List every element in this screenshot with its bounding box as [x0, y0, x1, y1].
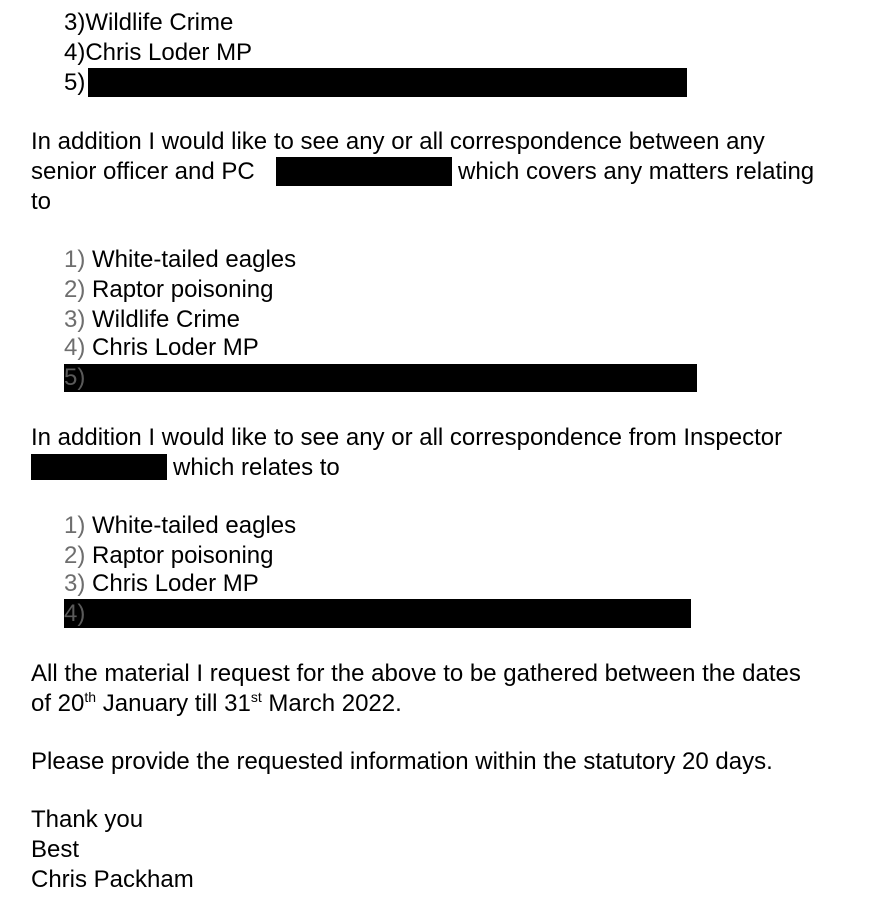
top-list-item-3: [64, 8, 233, 38]
list2-item-4: [64, 333, 259, 363]
list2-item-3: [64, 305, 240, 335]
para3-line2: [31, 689, 402, 719]
list-number: 3): [64, 9, 86, 36]
list-text: White-tailed eagles: [92, 512, 297, 539]
ordinal-suffix: st: [250, 689, 262, 705]
list-number: 2): [64, 542, 86, 569]
list-number: 1): [64, 512, 86, 539]
list-text: Chris Loder MP: [92, 570, 259, 597]
list-text: Raptor poisoning: [92, 276, 274, 303]
para2-line2-end: which relates to: [173, 454, 340, 481]
para4: Please provide the requested information within the statutory 20 days.: [31, 748, 773, 775]
list3-item-1: [64, 511, 296, 541]
list3-item-4-number: 4): [64, 600, 86, 627]
closing-best: Best: [31, 836, 80, 863]
top-list-item-5: [64, 68, 85, 98]
para1-line3: to: [31, 188, 52, 215]
para3-text-c: March 2022.: [261, 690, 402, 717]
list-number: 4): [64, 39, 86, 66]
list-text: Wildlife Crime: [85, 9, 234, 36]
list-number: 5): [64, 69, 86, 96]
list-number: 3): [64, 306, 86, 333]
list3-item-2: [64, 541, 273, 571]
redaction-bar: [64, 599, 691, 628]
list-text: Raptor poisoning: [92, 542, 274, 569]
redaction-bar: [31, 454, 167, 480]
list-number: 2): [64, 276, 86, 303]
list2-item-2: [64, 275, 273, 305]
list-text: White-tailed eagles: [92, 246, 297, 273]
list-text: Wildlife Crime: [92, 306, 241, 333]
para3-text-b: January till 31: [96, 690, 251, 717]
list-text: Chris Loder MP: [85, 39, 253, 66]
list-number: 3): [64, 570, 86, 597]
list2-item-5-number: 5): [64, 364, 86, 391]
closing-thanks: Thank you: [31, 806, 144, 833]
signature-name: Chris Packham: [31, 866, 194, 893]
list-number: 4): [64, 334, 86, 361]
list3-item-3: [64, 569, 259, 599]
list2-item-1: [64, 245, 296, 275]
para1-line2-start: senior officer and PC: [31, 158, 255, 185]
para1-line2-end: which covers any matters relating: [458, 158, 815, 185]
redaction-bar: [64, 364, 697, 392]
list-text: Chris Loder MP: [92, 334, 259, 361]
list-number: 1): [64, 246, 86, 273]
para2-line1: In addition I would like to see any or all correspondence from Inspector: [31, 424, 783, 451]
para3-text-a: of 20: [31, 690, 85, 717]
para1-line1: In addition I would like to see any or all correspondence between any: [31, 128, 765, 155]
top-list-item-4: [64, 38, 252, 68]
para3-line1: All the material I request for the above to be gathered between the dates: [31, 660, 801, 687]
redaction-bar: [276, 157, 452, 186]
redaction-bar: [88, 68, 687, 97]
ordinal-suffix: th: [84, 689, 97, 705]
